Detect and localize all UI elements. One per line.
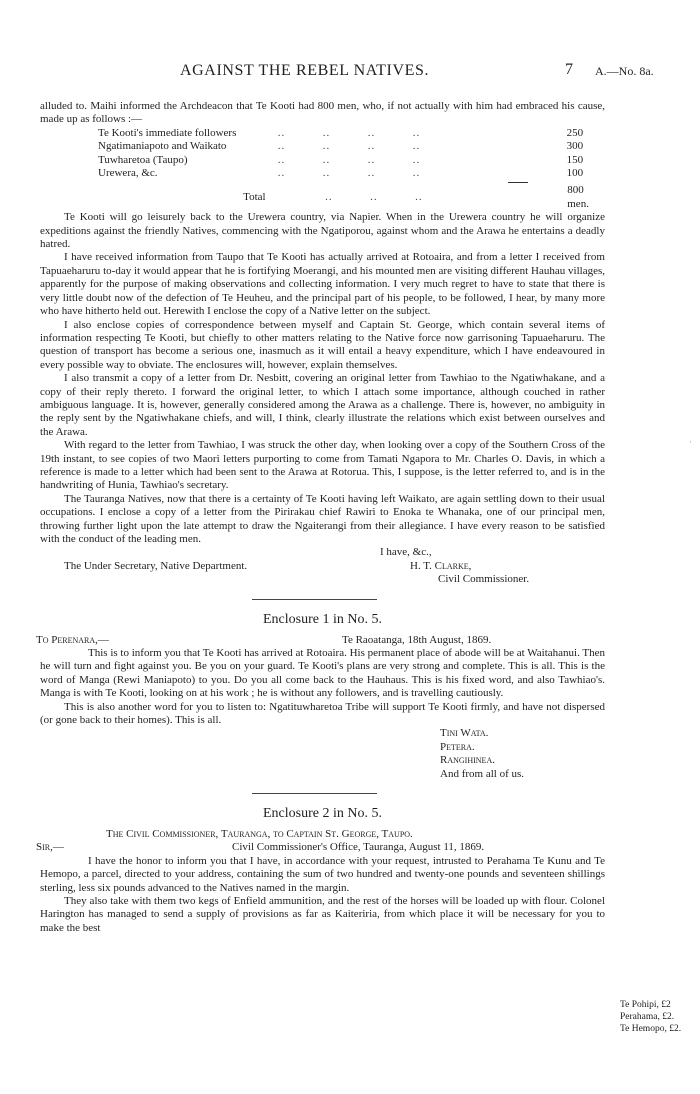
body-text (36, 100, 605, 935)
paragraph: I have received information from Taupo that Te Kooti has actually arrived at Rotoaira, and from a letter I received from Tapuaeharuru to-day it would appear that he is fortifying Moerangi, and his mounted men are visiting different Hauhau villages, apparently for the purpose of making observations and collecting information. I very much regret to have to state that there is very little doubt now of the defection of Te Heuheu, and the principal part of his people, to be followed, I hear, by many more who have hitherto held out. Herewith I enclose the copy of a Native letter on the subject. (40, 251, 605, 318)
enclosure-2-heading: Enclosure 2 in No. 5. (263, 805, 382, 821)
page-header (0, 62, 700, 82)
salutation: Sir,— (36, 841, 64, 854)
signer-title: Civil Commissioner. (438, 573, 530, 586)
margin-note: Te Pohipi, £2 (620, 1000, 671, 1010)
table-cell: Ngatimaniapoto and Waikato (98, 140, 227, 153)
signature-line (40, 768, 605, 781)
subheading: The Civil Commissioner, Tauranga, to Captain St. George, Taupo. (106, 827, 413, 840)
paragraph: I also enclose copies of correspondence between myself and Captain St. George, which contain several items of information respecting Te Kooti, but chiefly to other matters relating to the Native force now garrisoning Tapuaeharuru. The question of transport has become a serious one, inasmuch as it will entail a heavy expenditure, which I have endeavoured in every possible way to obviate. The enclosures will, however, explain themselves. (40, 318, 605, 371)
table-cell: 150 (566, 153, 584, 166)
letter-place-date: Te Raoatanga, 18th August, 1869. (342, 633, 492, 646)
section-divider (252, 793, 377, 794)
addressee: The Under Secretary, Native Department. (64, 559, 248, 572)
table-cell: Urewera, &c. (98, 167, 158, 180)
table-cell: Te Kooti's immediate followers (98, 126, 237, 139)
leader-dots: .. .. .. .. (277, 126, 421, 139)
table-row (98, 140, 605, 153)
addressee-line (40, 560, 605, 573)
margin-note: Te Hemopo, £2. (620, 1024, 682, 1034)
paragraph: Te Kooti will go leisurely back to the Urewera country, via Napier. When in the Urewera country he will organize expeditions against the friendly Natives, commencing with the Ngatiporou, against whom and the Arawa he entertains a deadly hatred. (40, 211, 605, 251)
paragraph: alluded to. Maihi informed the Archdeacon that Te Kooti had 800 men, who, if not actually with him had embraced his cause, made up as follows :— (40, 100, 605, 126)
letter-header (36, 841, 605, 854)
margin-note: Perahama, £2. (620, 1012, 675, 1022)
closing-line (40, 546, 605, 559)
leader-dots: .. .. .. .. (277, 153, 421, 166)
enclosure-1-heading: Enclosure 1 in No. 5. (263, 611, 382, 627)
table-row (98, 184, 605, 211)
paragraph: This is to inform you that Te Kooti has arrived at Rotoaira. His permanent place of abode will be at Waitahanui. Then he will turn and fight against you. Be you on your guard. Te Kooti's plans are very strong and complete. This is all. This is the word of Manga (Rewi Maniapoto) to you. Do you all come back to the Hauhaus. This is his fixed word, and also Tawhiao's. Manga is with Te Kooti, looking on at his work ; he is without any followers, and is travelling cautiously. (40, 646, 605, 700)
table-cell: 100 (566, 167, 584, 180)
table-cell: 300 (566, 140, 584, 153)
signature: Rangihinea. (440, 754, 495, 767)
leader-dots: .. .. .. (287, 191, 423, 204)
table-row (98, 127, 605, 140)
total-value: 800 men. (567, 184, 589, 210)
table-cell: 250 (566, 126, 584, 139)
dot-mark: · (689, 437, 692, 447)
total-label: Total (243, 191, 266, 204)
signer-title-line (40, 573, 605, 586)
total-row (98, 184, 605, 211)
letter-header (36, 633, 605, 647)
page-number: 7 (565, 61, 573, 78)
paragraph: They also take with them two kegs of Enfield ammunition, and the rest of the horses will be loaded up with flour. Colonel Harington has managed to send a supply of provisions as far as Kaiteriria, from which place it will be necessary for you to make the best (40, 894, 605, 934)
table-cell: Tuwharetoa (Taupo) (98, 153, 188, 166)
signature-line (40, 727, 605, 740)
signature: And from all of us. (440, 767, 525, 780)
paragraph: The Tauranga Natives, now that there is a certainty of Te Kooti having left Waikato, are again settling down to their usual occupations. I enclose a copy of a letter from the Pirirakau chief Rawiri to Enoka te Whanaka, one of our principal men, throwing further light upon the late attempt to draw the Ngaiterangi from their allegiance. I have every reason to be satisfied with the conduct of the leading men. (40, 492, 605, 545)
total-rule (508, 182, 528, 183)
table-row (98, 167, 605, 180)
signature: Petera. (440, 740, 475, 753)
running-title: AGAINST THE REBEL NATIVES. (180, 62, 430, 79)
signer-name: H. T. Clarke, (410, 559, 472, 572)
leader-dots: .. .. .. .. (277, 167, 421, 180)
forces-table (98, 127, 605, 181)
office-date: Civil Commissioner's Office, Tauranga, August 11, 1869. (232, 841, 485, 854)
letter-subheading (40, 828, 605, 841)
paragraph: With regard to the letter from Tawhiao, I was struck the other day, when looking over a copy of the Southern Cross of the 19th instant, to see copies of two Maori letters purporting to come from Tamati Ngapora to Mr. Charles O. Davis, in which a reference is made to a letter which had been sent to the Arawa at Rotorua. This, I suppose, is the letter referred to, and is in the handwriting of Hunia, Tawhiao's secretary. (40, 439, 605, 492)
signature-line (40, 741, 605, 754)
signature: Tini Wata. (440, 727, 489, 740)
leader-dots: .. .. .. .. (277, 140, 421, 153)
paragraph: This is also another word for you to listen to: Ngatituwharetoa Tribe will support Te Kooti firmly, and have not dispersed (or gone back to their homes). This is all. (40, 700, 605, 726)
signature-line (40, 754, 605, 767)
paragraph: I have the honor to inform you that I have, in accordance with your request, intrusted to Perahama Te Kunu and Te Hemopo, a parcel, directed to your address, containing the sum of two hundred and twenty-one pounds and seventeen shillings sterling, less six pounds advanced to the Natives named in the margin. (40, 854, 605, 894)
closing: I have, &c., (380, 546, 432, 559)
document-reference: A.—No. 8a. (595, 64, 654, 78)
section-divider (252, 599, 377, 600)
paragraph: I also transmit a copy of a letter from Dr. Nesbitt, covering an original letter from Tawhiao to the Ngatiwhakane, and a copy of their reply thereto. I forward the original letter, to which I attach some importance, although couched in rather ambiguous language. It is, however, generally considered among the Arawa as a challenge. There is, however, no ambiguity in the reply sent by the Ngatiwhakane chiefs, and will, I think, clearly illustrate the relations which exist between ourselves and the Arawa. (40, 372, 605, 438)
letter-to: To Perenara,— (36, 633, 109, 646)
table-row (98, 154, 605, 167)
